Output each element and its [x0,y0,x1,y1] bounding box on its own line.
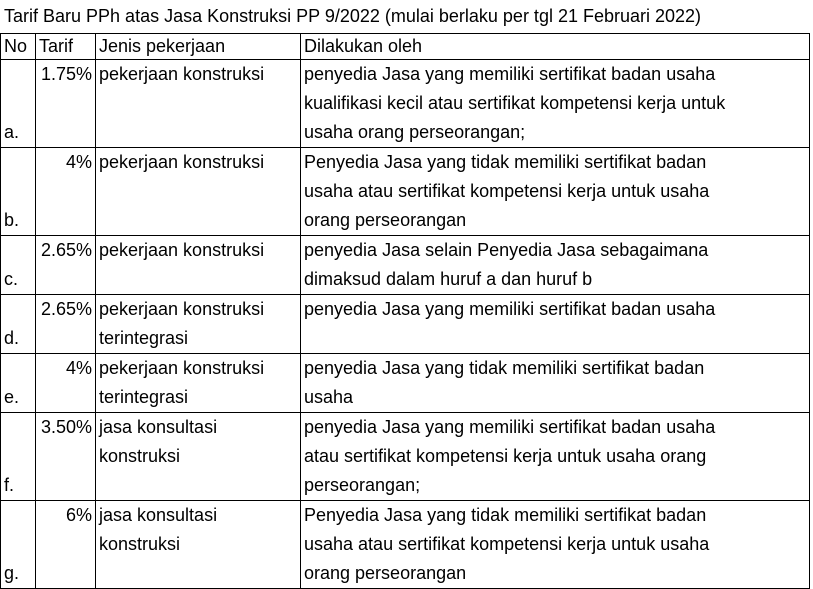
dilakukan-oleh-line: kualifikasi kecil atau sertifikat kompetensi kerja untuk [304,93,726,113]
dilakukan-oleh-line: penyedia Jasa yang memiliki sertifikat badan usaha [304,299,716,319]
header-jenis-pekerjaan: Jenis pekerjaan [96,34,301,60]
dilakukan-oleh-line: orang perseorangan [304,210,467,230]
dilakukan-oleh-cell [301,413,810,501]
jenis-pekerjaan-line: pekerjaan konstruksi [99,299,265,319]
dilakukan-oleh-line: Penyedia Jasa yang tidak memiliki sertifikat badan [304,505,707,525]
jenis-pekerjaan-line: jasa konsultasi [99,505,218,525]
tarif-value: 2.65% [36,236,96,295]
table-row [1,148,810,236]
tarif-value: 3.50% [36,413,96,501]
dilakukan-oleh-cell [301,354,810,413]
dilakukan-oleh-cell [301,60,810,148]
row-number: e. [1,354,36,413]
jenis-pekerjaan-line: pekerjaan konstruksi [99,240,265,260]
tarif-value: 4% [36,354,96,413]
header-no: No [1,34,36,60]
jenis-pekerjaan-line: konstruksi [99,446,181,466]
tarif-value: 1.75% [36,60,96,148]
dilakukan-oleh-line: penyedia Jasa selain Penyedia Jasa sebagaimana [304,240,709,260]
jenis-pekerjaan-cell [96,501,301,589]
dilakukan-oleh-line: atau sertifikat kompetensi kerja untuk usaha orang [304,446,707,466]
jenis-pekerjaan-line: konstruksi [99,534,181,554]
table-row [1,354,810,413]
table-row [1,295,810,354]
dilakukan-oleh-line: penyedia Jasa yang tidak memiliki sertifikat badan [304,358,705,378]
dilakukan-oleh-line: orang perseorangan [304,563,467,583]
dilakukan-oleh-line: dimaksud dalam huruf a dan huruf b [304,269,593,289]
jenis-pekerjaan-line: pekerjaan konstruksi [99,64,265,84]
table-row [1,413,810,501]
jenis-pekerjaan-line: pekerjaan konstruksi [99,358,265,378]
dilakukan-oleh-cell [301,501,810,589]
dilakukan-oleh-line: usaha atau sertifikat kompetensi kerja untuk usaha [304,181,710,201]
jenis-pekerjaan-cell [96,60,301,148]
jenis-pekerjaan-line: jasa konsultasi [99,417,218,437]
row-number: c. [1,236,36,295]
jenis-pekerjaan-cell [96,236,301,295]
dilakukan-oleh-cell [301,295,810,354]
dilakukan-oleh-line: penyedia Jasa yang memiliki sertifikat badan usaha [304,64,716,84]
dilakukan-oleh-line: penyedia Jasa yang memiliki sertifikat badan usaha [304,417,716,437]
dilakukan-oleh-line: Penyedia Jasa yang tidak memiliki sertifikat badan [304,152,707,172]
table-row [1,236,810,295]
dilakukan-oleh-line: perseorangan; [304,475,421,495]
row-number: b. [1,148,36,236]
table-row [1,501,810,589]
jenis-pekerjaan-cell [96,413,301,501]
dilakukan-oleh-cell [301,148,810,236]
jenis-pekerjaan-line: terintegrasi [99,328,189,348]
header-row [1,34,810,60]
row-number: g. [1,501,36,589]
tariff-table [0,33,810,589]
tarif-value: 4% [36,148,96,236]
dilakukan-oleh-line: usaha orang perseorangan; [304,122,526,142]
row-number: d. [1,295,36,354]
row-number: a. [1,60,36,148]
dilakukan-oleh-line: usaha atau sertifikat kompetensi kerja untuk usaha [304,534,710,554]
jenis-pekerjaan-line: pekerjaan konstruksi [99,152,265,172]
header-tarif: Tarif [36,34,96,60]
jenis-pekerjaan-cell [96,354,301,413]
tarif-value: 2.65% [36,295,96,354]
jenis-pekerjaan-line: terintegrasi [99,387,189,407]
dilakukan-oleh-line: usaha [304,387,354,407]
jenis-pekerjaan-cell [96,148,301,236]
header-dilakukan-oleh: Dilakukan oleh [301,34,810,60]
row-number: f. [1,413,36,501]
dilakukan-oleh-cell [301,236,810,295]
tarif-value: 6% [36,501,96,589]
jenis-pekerjaan-cell [96,295,301,354]
table-row [1,60,810,148]
table-title: Tarif Baru PPh atas Jasa Konstruksi PP 9/2022 (mulai berlaku per tgl 21 Februari 2022) [4,6,702,26]
